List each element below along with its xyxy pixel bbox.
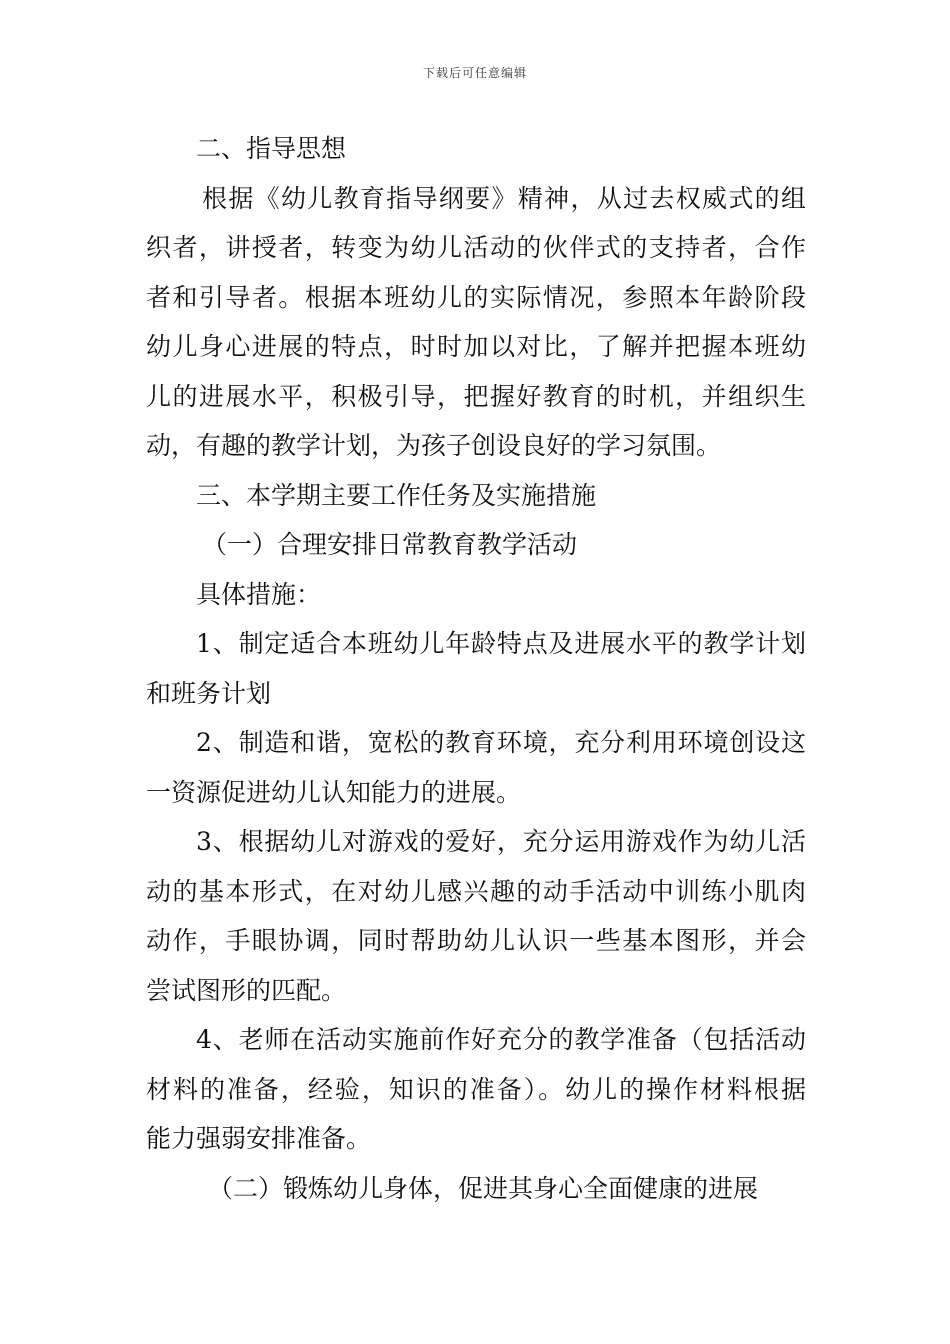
paragraph-line: 动，有趣的教学计划，为孩子创设良好的学习氛围。 xyxy=(146,431,722,460)
section-heading-guiding-ideology: 二、指导思想 xyxy=(196,134,347,163)
list-item-line: 4、老师在活动实施前作好充分的教学准备（包括活动 xyxy=(196,1025,806,1054)
list-item-line: 1、制定适合本班幼儿年龄特点及进展水平的教学计划 xyxy=(196,629,806,658)
list-item-line: 动作，手眼协调，同时帮助幼儿认识一些基本图形，并会 xyxy=(146,926,806,955)
page-header: 下载后可任意编辑 xyxy=(422,66,527,80)
paragraph-line: 者和引导者。根据本班幼儿的实际情况，参照本年龄阶段 xyxy=(146,282,806,312)
list-item-line: 材料的准备，经验，知识的准备）。幼儿的操作材料根据 xyxy=(146,1074,806,1104)
paragraph-line: 根据《幼儿教育指导纲要》精神，从过去权威式的组 xyxy=(202,183,806,213)
list-item-line: 和班务计划 xyxy=(146,678,272,708)
list-item-line: 2、制造和谐，宽松的教育环境，充分利用环境创设这 xyxy=(196,728,806,757)
section-heading-main-tasks: 三、本学期主要工作任务及实施措施 xyxy=(196,480,597,510)
list-item-line: 动的基本形式，在对幼儿感兴趣的动手活动中训练小肌肉 xyxy=(146,876,806,906)
paragraph-line: 幼儿身心进展的特点，时时加以对比，了解并把握本班幼 xyxy=(146,332,806,361)
list-item-line: 3、根据幼儿对游戏的爱好，充分运用游戏作为幼儿活 xyxy=(196,827,806,856)
list-item-line: 尝试图形的匹配。 xyxy=(146,975,347,1005)
document-body xyxy=(146,124,806,1213)
paragraph-line: 织者，讲授者，转变为幼儿活动的伙伴式的支持者，合作 xyxy=(146,233,806,262)
subsection-heading-physical-exercise: （二）锻炼幼儿身体，促进其身心全面健康的进展 xyxy=(208,1173,759,1203)
list-item-line: 一资源促进幼儿认知能力的进展。 xyxy=(146,777,522,807)
subsection-heading-daily-activities: （一）合理安排日常教育教学活动 xyxy=(202,530,578,559)
measures-label: 具体措施： xyxy=(196,579,322,609)
paragraph-line: 儿的进展水平，积极引导，把握好教育的时机，并组织生 xyxy=(146,381,806,411)
list-item-line: 能力强弱安排准备。 xyxy=(146,1124,372,1153)
